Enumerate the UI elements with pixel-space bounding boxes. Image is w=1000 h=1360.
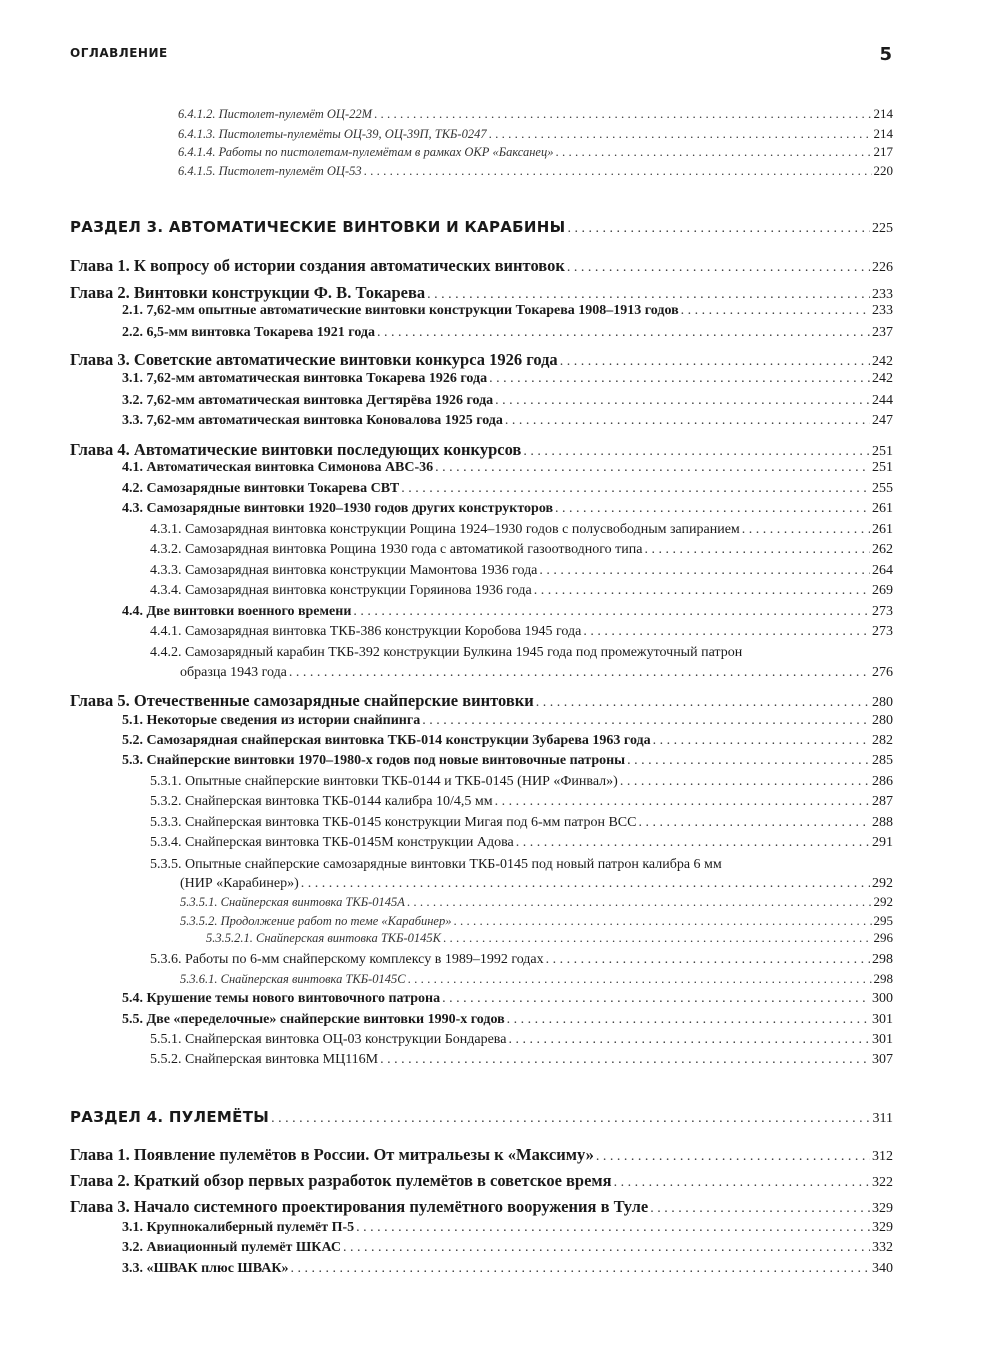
toc-entry-page: 276 <box>872 665 893 680</box>
toc-entry-sub[interactable] <box>150 815 893 831</box>
toc-entry-page: 311 <box>872 1111 893 1126</box>
toc-entry-sec[interactable] <box>122 1012 893 1028</box>
toc-entry-title: 4.2. Самозарядные винтовки Токарева СВТ <box>122 481 400 496</box>
toc-entry-title: 4.3.1. Самозарядная винтовка конструкции Рощина 1924–1930 годов с полусвободным запиранием <box>150 522 740 537</box>
toc-entry-page: 264 <box>872 563 893 578</box>
toc-entry-title: 4.3.2. Самозарядная винтовка Рощина 1930 года с автоматикой газоотводного типа <box>150 542 643 557</box>
toc-entry-sec[interactable] <box>122 733 893 749</box>
dot-leader <box>546 952 870 968</box>
toc-entry-sub[interactable] <box>150 542 893 558</box>
toc-entry-title: 5.3.5.2.1. Снайперская винтовка ТКБ-0145К <box>206 931 441 945</box>
toc-entry-title: 2.1. 7,62-мм опытные автоматические винтовки конструкции Токарева 1908–1913 годов <box>122 303 679 318</box>
toc-entry-title: Глава 1. К вопросу об истории создания автоматических винтовок <box>70 256 565 275</box>
dot-leader <box>401 481 870 497</box>
toc-entry-title: 3.1. 7,62-мм автоматическая винтовка Токарева 1926 года <box>122 371 488 386</box>
dot-leader <box>495 794 870 810</box>
toc-entry-sec[interactable] <box>122 393 893 409</box>
toc-entry-chapter[interactable] <box>70 256 893 276</box>
dot-leader <box>555 501 870 517</box>
toc-entry-page: 301 <box>872 1032 893 1047</box>
toc-entry-part[interactable] <box>70 1108 893 1127</box>
toc-entry-title: 5.5.2. Снайперская винтовка МЦ116М <box>150 1052 379 1067</box>
toc-entry-page: 340 <box>872 1261 893 1276</box>
toc-entry-page: 225 <box>872 221 893 236</box>
toc-entry-sec[interactable] <box>122 501 893 517</box>
toc-entry-title: образца 1943 года <box>180 665 287 680</box>
toc-entry-small[interactable] <box>178 106 893 122</box>
dot-leader <box>343 1240 870 1256</box>
toc-entry-sec[interactable] <box>122 413 893 429</box>
toc-entry-page: 280 <box>872 695 893 710</box>
toc-entry-title: 5.3.3. Снайперская винтовка ТКБ-0145 конструкции Мигая под 6-мм патрон ВСС <box>150 815 637 830</box>
dot-leader <box>516 835 870 851</box>
dot-leader <box>407 894 872 910</box>
page-number: 5 <box>879 44 892 65</box>
toc-entry-title: 5.4. Крушение темы нового винтовочного патрона <box>122 991 441 1006</box>
toc-entry-title: 5.5.1. Снайперская винтовка ОЦ-03 конструкции Бондарева <box>150 1032 507 1047</box>
toc-entry-page: 285 <box>872 753 893 768</box>
toc-entry-page: 291 <box>872 835 893 850</box>
dot-leader <box>627 753 870 769</box>
toc-entry-page: 226 <box>872 260 893 275</box>
toc-entry-title: 4.3.4. Самозарядная винтовка конструкции Горяинова 1936 года <box>150 583 532 598</box>
dot-leader <box>495 393 870 409</box>
dot-leader <box>427 287 870 303</box>
toc-entry-page: 287 <box>872 794 893 809</box>
dot-leader <box>301 876 870 892</box>
dot-leader <box>489 371 870 387</box>
toc-entry-title: 6.4.1.3. Пистолеты-пулемёты ОЦ-39, ОЦ-39П, ТКБ-0247 <box>178 127 487 141</box>
dot-leader <box>353 604 870 620</box>
toc-entry-page: 237 <box>872 325 893 340</box>
toc-entry-sub[interactable] <box>150 1032 893 1048</box>
toc-entry-small[interactable] <box>178 144 893 160</box>
dot-leader <box>534 583 870 599</box>
toc-entry-title: РАЗДЕЛ 3. АВТОМАТИЧЕСКИЕ ВИНТОВКИ И КАРАБИНЫ <box>70 218 566 236</box>
toc-entry-sec[interactable] <box>122 481 893 497</box>
toc-entry-page: 307 <box>872 1052 893 1067</box>
toc-entry-page: 261 <box>872 501 893 516</box>
toc-entry-page: 220 <box>873 163 893 178</box>
toc-entry-page: 247 <box>872 413 893 428</box>
toc-entry-title: 5.3.2. Снайперская винтовка ТКБ-0144 калибра 10/4,5 мм <box>150 794 493 809</box>
dot-leader <box>645 542 871 558</box>
toc-entry-small[interactable] <box>206 930 893 946</box>
toc-entry-page: 332 <box>872 1240 893 1255</box>
toc-entry-chapter[interactable] <box>70 691 893 711</box>
dot-leader <box>489 126 872 142</box>
toc-entry-sub[interactable] <box>150 583 893 599</box>
toc-entry-sec[interactable] <box>122 991 893 1007</box>
toc-entry-page: 295 <box>873 913 893 928</box>
toc-entry-title: 5.3.6.1. Снайперская винтовка ТКБ-0145С <box>180 972 406 986</box>
dot-leader <box>596 1149 870 1165</box>
toc-entry-page: 288 <box>872 815 893 830</box>
running-title: ОГЛАВЛЕНИЕ <box>70 46 168 60</box>
toc-entry-page: 312 <box>872 1149 893 1164</box>
toc-entry-title: 5.2. Самозарядная снайперская винтовка ТКБ-014 конструкции Зубарева 1963 года <box>122 733 651 748</box>
toc-entry-sub[interactable] <box>150 563 893 579</box>
dot-leader <box>539 563 870 579</box>
toc-entry-title: Глава 2. Краткий обзор первых разработок пулемётов в советское время <box>70 1171 612 1190</box>
toc-entry-sec[interactable] <box>122 371 893 387</box>
dot-leader <box>555 144 871 160</box>
toc-entry-title: 4.4.2. Самозарядный карабин ТКБ-392 конструкции Булкина 1945 года под промежуточный патрон <box>150 645 743 660</box>
toc-entry-title: 3.1. Крупнокалиберный пулемёт П-5 <box>122 1220 355 1235</box>
toc-entry-title: Глава 4. Автоматические винтовки последующих конкурсов <box>70 440 522 459</box>
toc-entry-small[interactable] <box>180 913 893 929</box>
toc-entry-title: 3.2. Авиационный пулемёт ШКАС <box>122 1240 341 1255</box>
toc-entry-title: 4.4. Две винтовки военного времени <box>122 604 352 619</box>
dot-leader <box>536 695 870 711</box>
dot-leader <box>523 444 870 460</box>
toc-entry-page: 292 <box>873 894 893 909</box>
toc-entry-page: 280 <box>872 713 893 728</box>
toc-entry-page: 298 <box>872 952 893 967</box>
toc-entry-page: 251 <box>872 444 893 459</box>
toc-entry-chapter[interactable] <box>70 350 893 370</box>
toc-entry-page: 282 <box>872 733 893 748</box>
toc-entry-title: 6.4.1.5. Пистолет-пулемёт ОЦ-53 <box>178 164 362 178</box>
dot-leader <box>435 460 870 476</box>
toc-entry-title: 6.4.1.2. Пистолет-пулемёт ОЦ-22М <box>178 107 373 121</box>
dot-leader <box>443 930 872 946</box>
toc-entry-title: 5.3. Снайперские винтовки 1970–1980-х годов под новые винтовочные патроны <box>122 753 626 768</box>
dot-leader <box>583 624 870 640</box>
toc-entry-page: 296 <box>873 930 893 945</box>
dot-leader <box>560 354 870 370</box>
dot-leader <box>453 913 871 929</box>
toc-entry-title: 4.1. Автоматическая винтовка Симонова АВС-36 <box>122 460 434 475</box>
toc-entry-sub[interactable] <box>150 522 893 538</box>
toc-entry-title: 3.3. 7,62-мм автоматическая винтовка Коновалова 1925 года <box>122 413 503 428</box>
toc-entry-page: 322 <box>872 1175 893 1190</box>
toc-entry-title: 3.3. «ШВАК плюс ШВАК» <box>122 1261 289 1276</box>
toc-entry-title: 3.2. 7,62-мм автоматическая винтовка Дегтярёва 1926 года <box>122 393 494 408</box>
toc-entry-sec[interactable] <box>122 1261 893 1277</box>
toc-entry-title: 6.4.1.4. Работы по пистолетам-пулемётам в рамках ОКР «Баксанец» <box>178 145 554 159</box>
toc-entry-sub[interactable] <box>150 1052 893 1068</box>
toc-entry-title: РАЗДЕЛ 4. ПУЛЕМЁТЫ <box>70 1108 270 1126</box>
toc-entry-sec[interactable] <box>122 604 893 620</box>
toc-entry-page: 269 <box>872 583 893 598</box>
toc-entry-title: Глава 1. Появление пулемётов в России. От митральезы к «Максиму» <box>70 1145 594 1164</box>
toc-entry-title: 5.3.1. Опытные снайперские винтовки ТКБ-0144 и ТКБ-0145 (НИР «Финвал») <box>150 774 618 789</box>
dot-leader <box>653 733 870 749</box>
toc-entry-chapter[interactable] <box>70 1145 893 1165</box>
toc-entry-title: 5.3.5. Опытные снайперские самозарядные винтовки ТКБ-0145 под новый патрон калибра 6 мм <box>150 857 722 872</box>
dot-leader <box>377 325 870 341</box>
toc-entry-sec[interactable] <box>122 1240 893 1256</box>
dot-leader <box>681 303 870 319</box>
toc-entry-sub[interactable] <box>150 774 893 790</box>
toc-entry-sec[interactable] <box>122 753 893 769</box>
toc-entry-title: 4.4.1. Самозарядная винтовка ТКБ-386 конструкции Коробова 1945 года <box>150 624 582 639</box>
toc-entry-page: 217 <box>873 144 893 159</box>
toc-entry-sub[interactable] <box>150 794 893 810</box>
toc-entry-chapter[interactable] <box>70 1171 893 1191</box>
toc-entry-title: 5.3.5.2. Продолжение работ по теме «Карабинер» <box>180 914 452 928</box>
toc-entry-title: Глава 5. Отечественные самозарядные снайперские винтовки <box>70 691 534 710</box>
toc-entry-sub[interactable] <box>180 876 893 892</box>
toc-entry-sub[interactable] <box>150 952 893 968</box>
dot-leader <box>650 1201 870 1217</box>
toc-entry-page: 214 <box>873 126 893 141</box>
toc-entry-sub[interactable] <box>150 624 893 640</box>
dot-leader <box>271 1111 870 1127</box>
toc-entry-page: 329 <box>872 1220 893 1235</box>
toc-entry-title: 5.1. Некоторые сведения из истории снайпинга <box>122 713 421 728</box>
toc-entry-sec[interactable] <box>122 713 893 729</box>
toc-entry-small[interactable] <box>178 163 893 179</box>
dot-leader <box>364 163 872 179</box>
dot-leader <box>508 1032 870 1048</box>
toc-entry-title: 5.5. Две «переделочные» снайперские винтовки 1990-х годов <box>122 1012 505 1027</box>
toc-entry-title: 2.2. 6,5-мм винтовка Токарева 1921 года <box>122 325 375 340</box>
toc-entry-page: 242 <box>872 371 893 386</box>
toc-entry-sec[interactable] <box>122 303 893 319</box>
toc-entry-page: 244 <box>872 393 893 408</box>
toc-entry-page: 292 <box>872 876 893 891</box>
dot-leader <box>422 713 870 729</box>
toc-entry-page: 251 <box>872 460 893 475</box>
toc-entry-page: 300 <box>872 991 893 1006</box>
dot-leader <box>291 1261 870 1277</box>
dot-leader <box>567 221 870 237</box>
toc-entry-sub[interactable] <box>150 835 893 851</box>
toc-entry-sec[interactable] <box>122 1220 893 1236</box>
dot-leader <box>356 1220 870 1236</box>
toc-entry-small[interactable] <box>180 971 893 987</box>
toc-entry-title: 4.3.3. Самозарядная винтовка конструкции Мамонтова 1936 года <box>150 563 538 578</box>
toc-entry-page: 286 <box>872 774 893 789</box>
toc-entry-page: 262 <box>872 542 893 557</box>
toc-entry-page: 298 <box>873 971 893 986</box>
dot-leader <box>620 774 870 790</box>
toc-entry-chapter[interactable] <box>70 1197 893 1217</box>
toc-entry-small[interactable] <box>178 126 893 142</box>
toc-entry-title: 5.3.4. Снайперская винтовка ТКБ-0145М конструкции Адова <box>150 835 514 850</box>
toc-entry-chapter[interactable] <box>70 440 893 460</box>
dot-leader <box>289 665 870 681</box>
toc-entry-page: 233 <box>872 303 893 318</box>
toc-entry-small[interactable] <box>180 894 893 910</box>
dot-leader <box>505 413 870 429</box>
toc-entry-title: (НИР «Карабинер») <box>180 876 299 891</box>
toc-entry-sec[interactable] <box>122 325 893 341</box>
toc-entry-page: 255 <box>872 481 893 496</box>
toc-entry-page: 329 <box>872 1201 893 1216</box>
toc-entry-title: Глава 2. Винтовки конструкции Ф. В. Токарева <box>70 283 426 302</box>
dot-leader <box>638 815 870 831</box>
toc-entry-title: 5.3.5.1. Снайперская винтовка ТКБ-0145А <box>180 895 405 909</box>
toc-entry-page: 301 <box>872 1012 893 1027</box>
toc-entry-sub[interactable] <box>180 665 893 681</box>
toc-entry-title: Глава 3. Советские автоматические винтовки конкурса 1926 года <box>70 350 558 369</box>
toc-entry-title: Глава 3. Начало системного проектирования пулемётного вооружения в Туле <box>70 1197 649 1216</box>
toc-entry-page: 261 <box>872 522 893 537</box>
toc-entry-chapter[interactable] <box>70 283 893 303</box>
dot-leader <box>380 1052 870 1068</box>
dot-leader <box>742 522 870 538</box>
toc-entry-title: 4.3. Самозарядные винтовки 1920–1930 годов других конструкторов <box>122 501 554 516</box>
dot-leader <box>442 991 870 1007</box>
dot-leader <box>408 971 872 987</box>
toc-entry-page: 214 <box>873 106 893 121</box>
toc-entry-sec[interactable] <box>122 460 893 476</box>
dot-leader <box>374 106 871 122</box>
dot-leader <box>567 260 870 276</box>
toc-entry-title: 5.3.6. Работы по 6-мм снайперскому комплексу в 1989–1992 годах <box>150 952 544 967</box>
toc-entry-page: 273 <box>872 604 893 619</box>
toc-entry-part[interactable] <box>70 218 893 237</box>
dot-leader <box>507 1012 870 1028</box>
toc-entry-page: 273 <box>872 624 893 639</box>
toc-entry-page: 233 <box>872 287 893 302</box>
dot-leader <box>614 1175 870 1191</box>
toc-entry-page: 242 <box>872 354 893 369</box>
